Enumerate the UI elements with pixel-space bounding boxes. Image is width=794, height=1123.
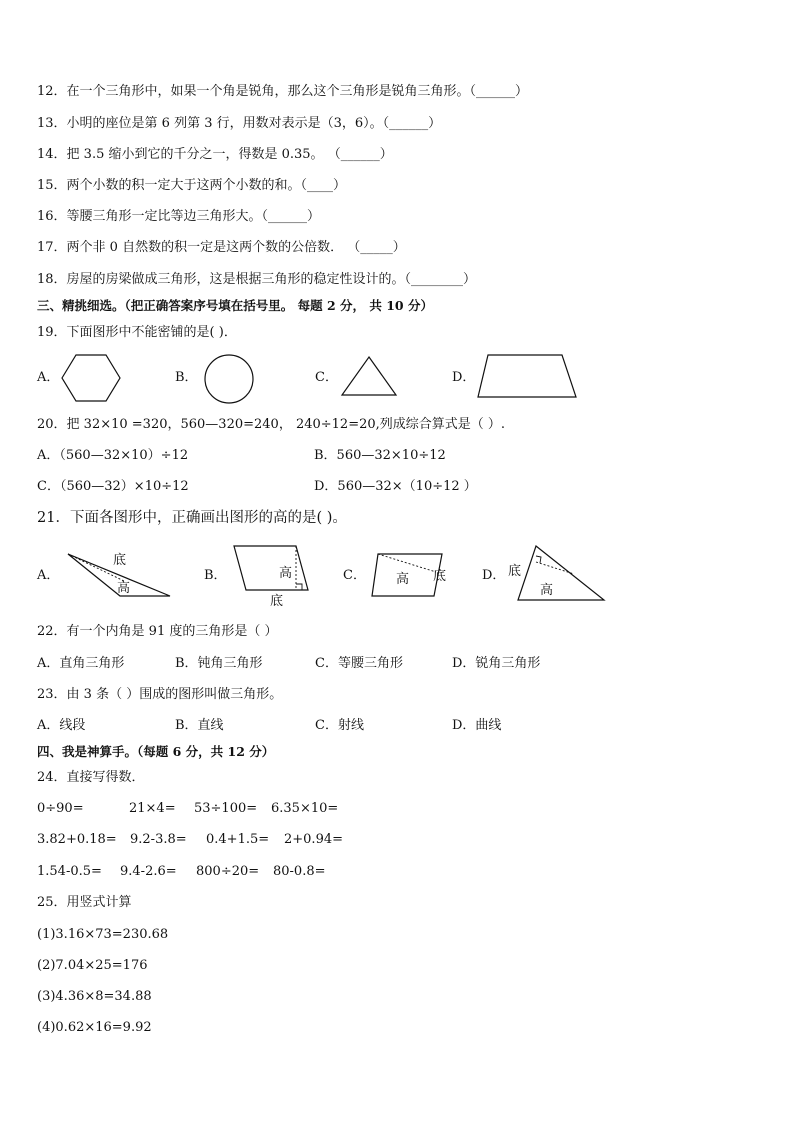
section-4-heading: 四、我是神算手。（每题 6 分，共 12 分） — [37, 744, 275, 759]
q20-option-b: B．560—32×10÷12 — [314, 448, 446, 463]
hexagon-shape — [60, 352, 122, 404]
q21-d-base-label: 底 — [508, 564, 522, 579]
q22-option-d: D．锐角三角形 — [452, 656, 541, 671]
q21-figure-b — [232, 544, 312, 594]
question-17: 17．两个非 0 自然数的积一定是这两个数的公倍数． （_____） — [37, 240, 406, 255]
q21-b-height-label: 高 — [279, 566, 293, 581]
q22-option-c: C．等腰三角形 — [315, 656, 403, 671]
triangle-shape — [340, 355, 398, 397]
vertical-calc-4: (4)0.62×16=9.92 — [37, 1020, 152, 1035]
q20-option-d: D．560—32×（10÷12 ） — [314, 479, 477, 494]
question-18: 18．房屋的房梁做成三角形，这是根据三角形的稳定性设计的。（________） — [37, 272, 477, 287]
question-19: 19．下面图形中不能密铺的是( )． — [37, 325, 237, 340]
question-21: 21．下面各图形中，正确画出图形的高的是( )。 — [37, 510, 347, 526]
question-16: 16．等腰三角形一定比等边三角形大。（______） — [37, 209, 321, 224]
question-25: 25．用竖式计算 — [37, 895, 132, 910]
q21-option-c: C． — [343, 568, 366, 583]
q20-option-c: C．（560—32）×10÷12 — [37, 479, 189, 494]
calc-r1-c1: 0÷90= — [37, 801, 84, 816]
section-3-heading: 三、精挑细选。（把正确答案序号填在括号里。 每题 2 分， 共 10 分） — [37, 298, 433, 313]
calc-r2-c3: 0.4+1.5= — [206, 832, 270, 847]
calc-r3-c3: 800÷20= — [196, 864, 260, 879]
q23-option-a: A．线段 — [37, 718, 86, 733]
q21-figure-d — [516, 544, 608, 604]
q19-option-a: A． — [37, 370, 60, 385]
calc-r3-c4: 80-0.8= — [273, 864, 326, 879]
q21-c-height-label: 高 — [396, 572, 410, 587]
q23-option-d: D．曲线 — [452, 718, 502, 733]
question-13: 13．小明的座位是第 6 列第 3 行，用数对表示是（3，6）。（______） — [37, 116, 442, 131]
q21-c-base-label: 底 — [433, 569, 447, 584]
calc-r2-c2: 9.2-3.8= — [130, 832, 187, 847]
q23-option-b: B．直线 — [175, 718, 224, 733]
q22-option-b: B．钝角三角形 — [175, 656, 263, 671]
trapezoid-shape — [476, 353, 578, 399]
q23-option-c: C．射线 — [315, 718, 364, 733]
q21-d-height-label: 高 — [540, 583, 554, 598]
calc-r1-c4: 6.35×10= — [271, 801, 339, 816]
q22-option-a: A．直角三角形 — [37, 656, 125, 671]
question-22: 22．有一个内角是 91 度的三角形是（ ） — [37, 624, 278, 639]
question-23: 23．由 3 条（ ）围成的图形叫做三角形。 — [37, 687, 283, 702]
question-15: 15．两个小数的积一定大于这两个小数的和。（____） — [37, 178, 347, 193]
q19-option-d: D． — [452, 370, 476, 385]
question-24: 24．直接写得数． — [37, 770, 145, 785]
calc-r2-c4: 2+0.94= — [284, 832, 344, 847]
vertical-calc-1: (1)3.16×73=230.68 — [37, 927, 169, 942]
q19-option-b: B． — [175, 370, 198, 385]
q21-option-a: A． — [37, 568, 60, 583]
circle-shape — [203, 353, 255, 405]
vertical-calc-2: (2)7.04×25=176 — [37, 958, 148, 973]
q21-option-b: B． — [204, 568, 227, 583]
vertical-calc-3: (3)4.36×8=34.88 — [37, 989, 152, 1004]
q21-a-height-label: 高 — [117, 581, 131, 596]
q21-b-base-label: 底 — [270, 594, 284, 609]
calc-r3-c2: 9.4-2.6= — [120, 864, 177, 879]
question-20: 20．把 32×10 =320，560—320=240， 240÷12=20,列成综合算式是（ ）. — [37, 417, 506, 432]
calc-r1-c3: 53÷100= — [194, 801, 258, 816]
q19-option-c: C． — [315, 370, 338, 385]
calc-r2-c1: 3.82+0.18= — [37, 832, 117, 847]
question-12: 12．在一个三角形中，如果一个角是锐角，那么这个三角形是锐角三角形。（______） — [37, 84, 529, 99]
q20-option-a: A．（560—32×10）÷12 — [37, 448, 189, 463]
q21-option-d: D． — [482, 568, 506, 583]
q21-a-base-label: 底 — [113, 553, 127, 568]
question-14: 14．把 3.5 缩小到它的千分之一，得数是 0.35。 （______） — [37, 147, 393, 162]
calc-r1-c2: 21×4= — [129, 801, 176, 816]
calc-r3-c1: 1.54-0.5= — [37, 864, 102, 879]
